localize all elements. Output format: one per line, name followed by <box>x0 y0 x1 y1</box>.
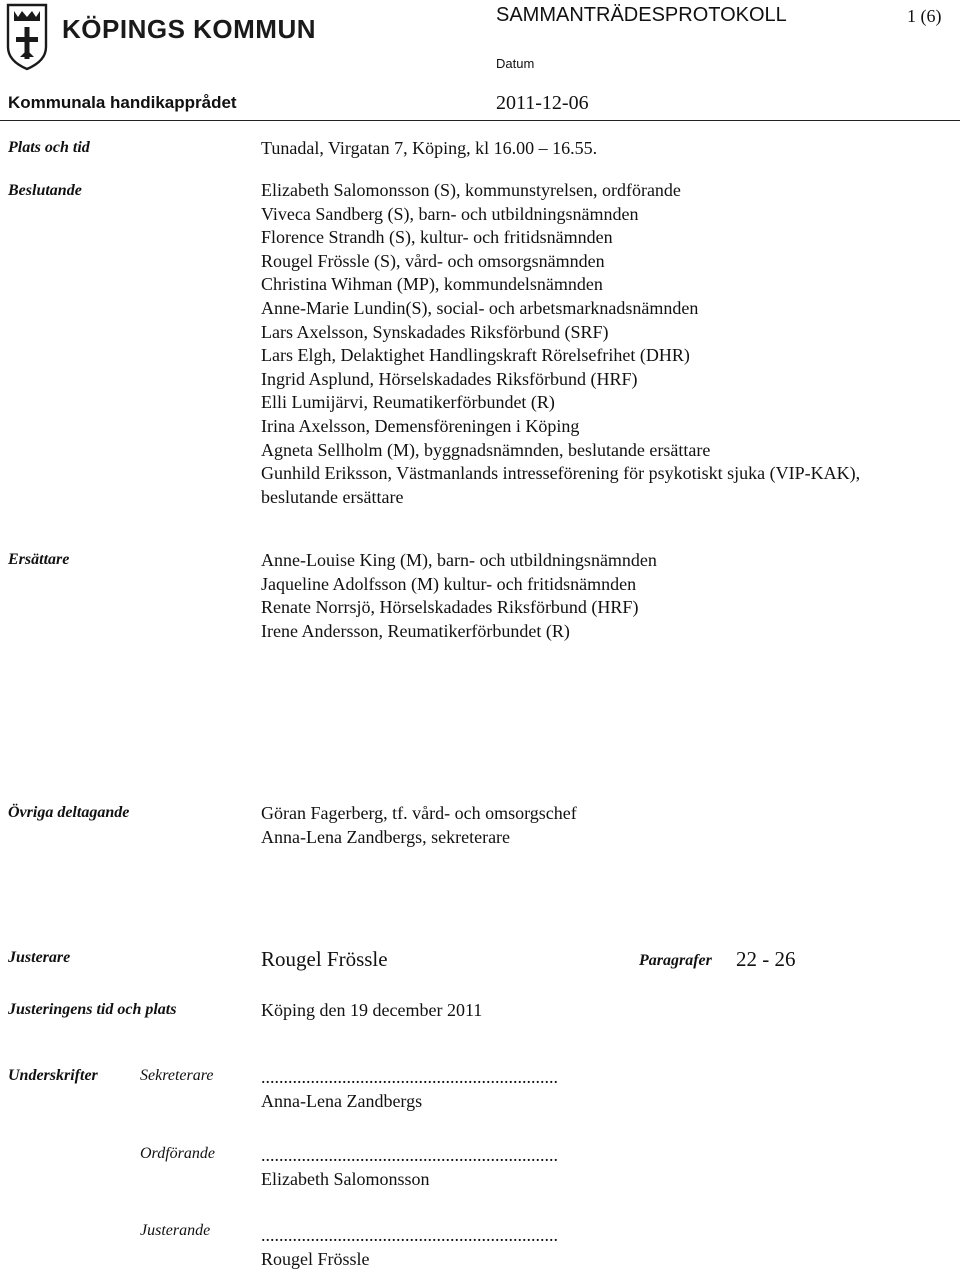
place-time-label: Plats och tid <box>8 139 90 156</box>
list-item: Elli Lumijärvi, Reumatikerförbundet (R) <box>261 392 555 413</box>
signature-role: Ordförande <box>140 1145 215 1162</box>
date-label: Datum <box>496 56 535 71</box>
place-time-value: Tunadal, Virgatan 7, Köping, kl 16.00 – 16.55. <box>261 138 598 158</box>
list-item: beslutande ersättare <box>261 486 404 507</box>
substitutes-list <box>261 549 657 643</box>
list-item: Lars Axelsson, Synskadades Riksförbund (SRF) <box>261 321 609 342</box>
paragraphs-value: 22 - 26 <box>736 947 796 971</box>
adjustment-value: Köping den 19 december 2011 <box>261 1000 483 1020</box>
list-item: Agneta Sellholm (M), byggnadsnämnden, beslutande ersättare <box>261 439 711 460</box>
list-item: Göran Fagerberg, tf. vård- och omsorgschef <box>261 803 577 823</box>
list-item: Jaqueline Adolfsson (M) kultur- och fritidsnämnden <box>261 573 637 594</box>
signature-role: Justerande <box>140 1222 211 1239</box>
list-item: Elizabeth Salomonsson (S), kommunstyrelsen, ordförande <box>261 180 681 200</box>
page-number: 1 (6) <box>907 6 942 26</box>
organization-name: Kommunala handikapprådet <box>8 93 237 112</box>
substitutes-label: Ersättare <box>8 551 70 568</box>
list-item: Gunhild Eriksson, Västmanlands intresseförening för psykotiskt sjuka (VIP-KAK), <box>261 463 861 484</box>
municipality-name: KÖPINGS KOMMUN <box>62 14 316 44</box>
document-type: SAMMANTRÄDESPROTOKOLL <box>496 4 787 26</box>
list-item: Anna-Lena Zandbergs, sekreterare <box>261 826 511 847</box>
adjustment-label: Justeringens tid och plats <box>8 1001 177 1018</box>
other-participants-label: Övriga deltagande <box>8 804 130 821</box>
meeting-date: 2011-12-06 <box>496 92 589 114</box>
list-item: Ingrid Asplund, Hörselskadades Riksförbund (HRF) <box>261 368 638 389</box>
signatory-name: Elizabeth Salomonsson <box>261 1169 430 1189</box>
signature-line: .................................................................. <box>261 1067 558 1087</box>
list-item: Anne-Marie Lundin(S), social- och arbetsmarknadsnämnden <box>261 297 699 318</box>
decision-makers-label: Beslutande <box>8 182 82 199</box>
list-item: Rougel Frössle (S), vård- och omsorgsnämnden <box>261 250 605 271</box>
municipal-crest-icon <box>6 3 48 71</box>
list-item: Irene Andersson, Reumatikerförbundet (R) <box>261 620 570 641</box>
adjuster-label: Justerare <box>8 949 71 966</box>
decision-makers-list <box>261 179 860 509</box>
header-divider <box>0 120 960 121</box>
signatures-label: Underskrifter <box>8 1067 98 1084</box>
list-item: Irina Axelsson, Demensföreningen i Köping <box>261 415 580 436</box>
list-item: Florence Strandh (S), kultur- och fritidsnämnden <box>261 227 613 248</box>
signature-line: .................................................................. <box>261 1225 558 1245</box>
list-item: Lars Elgh, Delaktighet Handlingskraft Rörelsefrihet (DHR) <box>261 345 690 366</box>
adjuster-name: Rougel Frössle <box>261 947 388 971</box>
other-participants-list <box>261 802 577 849</box>
paragraphs-label: Paragrafer <box>639 952 712 969</box>
list-item: Anne-Louise King (M), barn- och utbildningsnämnden <box>261 550 657 570</box>
signatory-name: Anna-Lena Zandbergs <box>261 1091 423 1111</box>
signature-line: .................................................................. <box>261 1145 558 1165</box>
list-item: Renate Norrsjö, Hörselskadades Riksförbund (HRF) <box>261 597 639 618</box>
signature-role: Sekreterare <box>140 1067 214 1084</box>
list-item: Christina Wihman (MP), kommundelsnämnden <box>261 274 603 295</box>
list-item: Viveca Sandberg (S), barn- och utbildningsnämnden <box>261 203 639 224</box>
signatory-name: Rougel Frössle <box>261 1249 370 1269</box>
